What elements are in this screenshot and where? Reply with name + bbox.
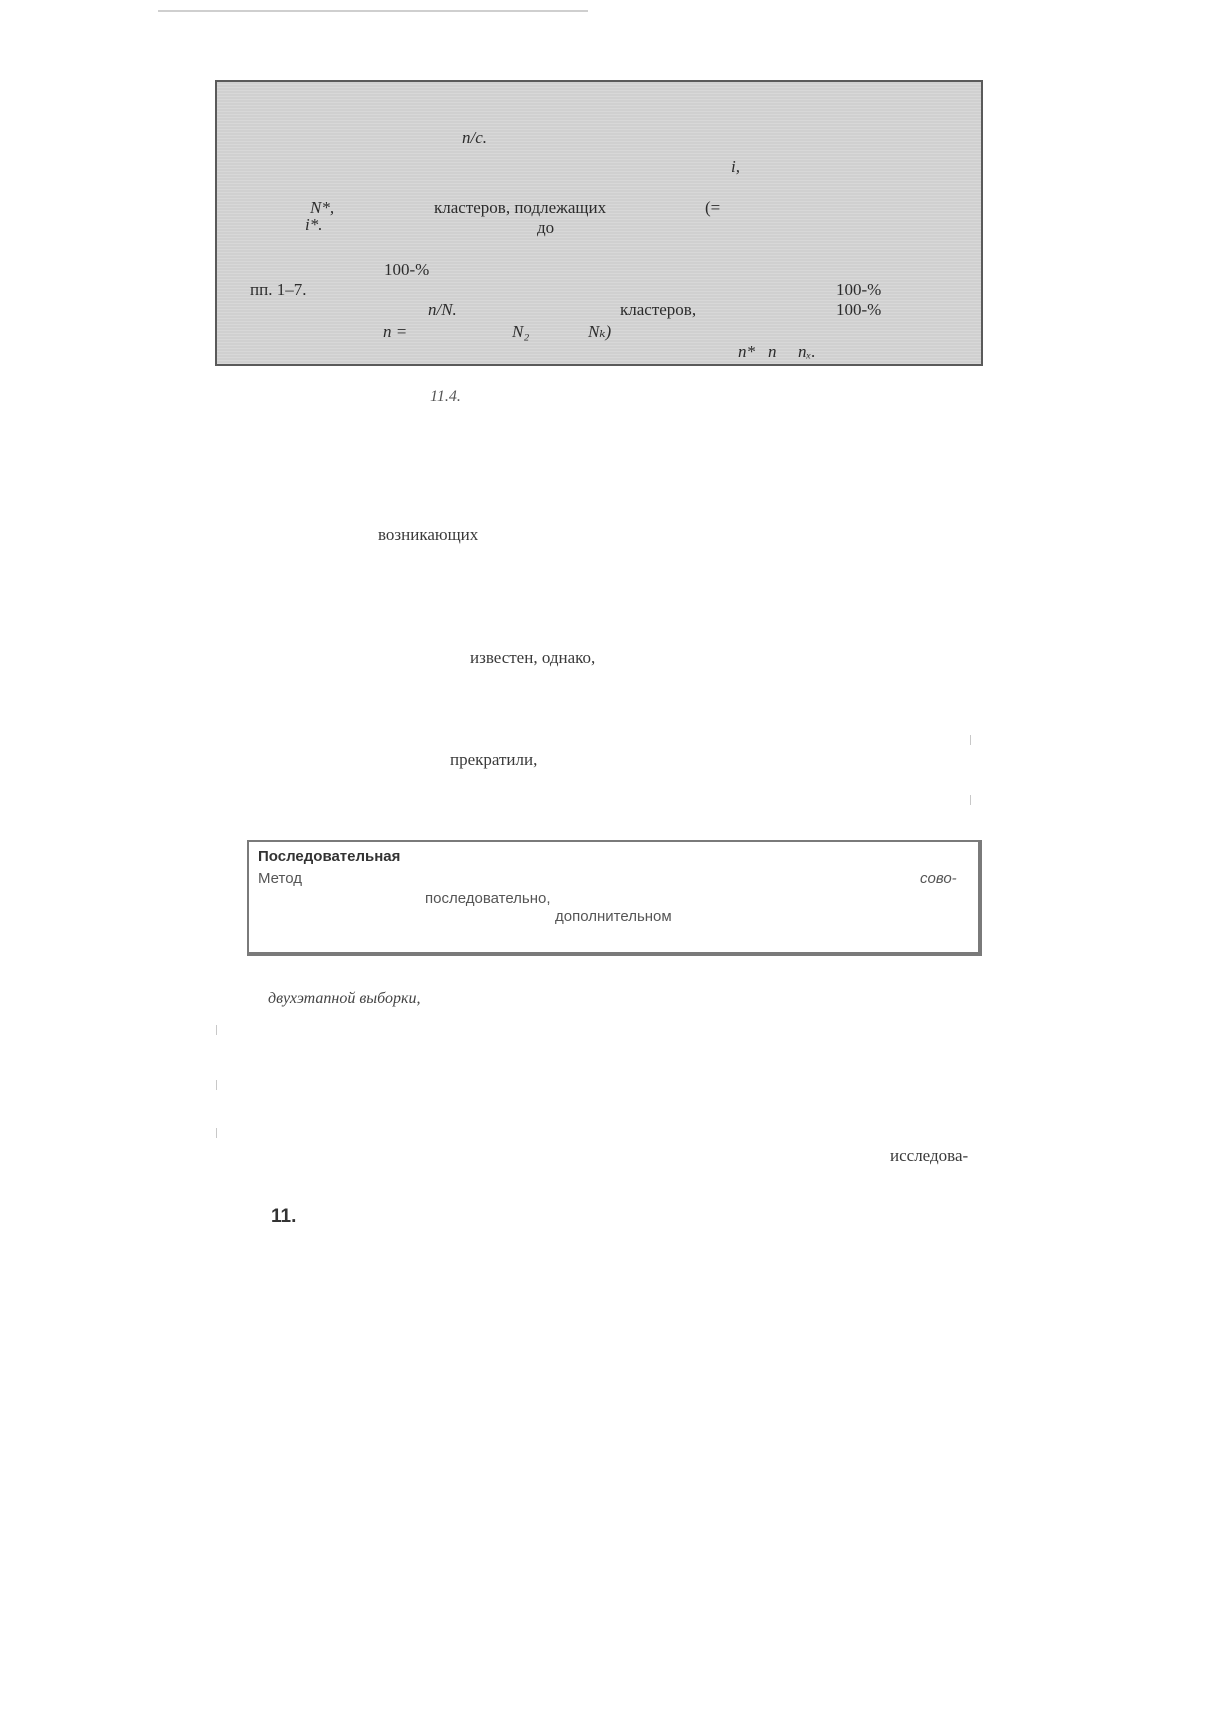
gray-box-text-15: N₂ (512, 322, 530, 341)
gray-box-text-7: до (537, 218, 555, 237)
chapter-number: 11. (271, 1206, 297, 1227)
margin-tick (970, 795, 971, 805)
gray-box-text-12: кластеров, (620, 300, 697, 319)
body-word-5: исследова- (890, 1146, 969, 1165)
gray-box-text-2: i, (731, 157, 740, 176)
gray-box-text-13: 100-% (836, 300, 882, 319)
sequential-box-title: Последовательная (258, 848, 401, 865)
gray-box-text-19: nₓ. (798, 342, 816, 361)
gray-box-text-11: n/N. (428, 300, 457, 319)
margin-tick (970, 735, 971, 745)
body-word-3: прекратили, (450, 750, 538, 769)
gray-box-text-9: пп. 1–7. (250, 280, 307, 299)
body-word-1: возникающих (378, 525, 479, 544)
body-word-2: известен, однако, (470, 648, 596, 667)
sequential-box-line3: дополнительном (555, 908, 672, 925)
gray-box-text-3: N*, (310, 198, 335, 217)
gray-box-text-4: кластеров, подлежащих (434, 198, 607, 217)
gray-box-text-18: n (768, 342, 777, 361)
gray-box-text-6: i*. (305, 215, 323, 234)
gray-box-text-16: Nₖ) (588, 322, 612, 341)
body-word-4: двухэтапной выборки, (268, 990, 421, 1007)
gray-box-text-17: n* (738, 342, 755, 361)
gray-box-text-10: 100-% (836, 280, 882, 299)
gray-box-text-14: n = (383, 322, 408, 341)
top-rule (158, 10, 588, 12)
margin-tick (216, 1025, 217, 1035)
margin-tick (216, 1080, 217, 1090)
figure-caption: 11.4. (430, 388, 461, 405)
gray-box-text-5: (= (705, 198, 721, 217)
sequential-box-line1-end: сово- (920, 870, 957, 887)
sequential-box-line1-start: Метод (258, 870, 302, 887)
gray-box-text-8: 100-% (384, 260, 430, 279)
margin-tick (216, 1128, 217, 1138)
sequential-box-line2: последовательно, (425, 890, 551, 907)
gray-box-text-1: n/c. (462, 128, 488, 147)
